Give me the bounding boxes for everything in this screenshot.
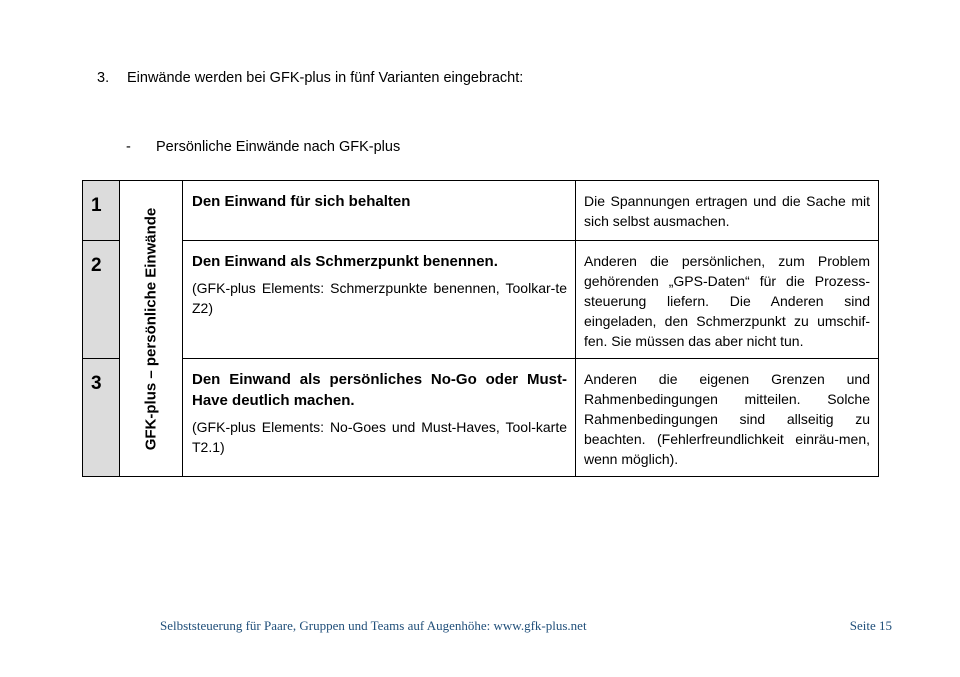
page-number: Seite 15 <box>849 618 892 633</box>
table-row <box>83 181 879 241</box>
row-number: 1 <box>83 181 120 241</box>
description-cell: Anderen die eigenen Grenzen und Rahmenbedingungen mitteilen. Solche Rahmenbedingungen sind allseitig zu beachten. (Fehlerfreundlichkeit einräu-men, wenn möglich). <box>576 359 879 477</box>
side-label-cell <box>120 181 183 477</box>
heading-text: Einwände werden bei GFK-plus in fünf Varianten eingebracht: <box>127 70 524 86</box>
description-cell: Die Spannungen ertragen und die Sache mit sich selbst ausmachen. <box>576 181 879 241</box>
list-heading <box>97 69 523 87</box>
table-row <box>83 359 879 477</box>
sub-list-item <box>126 138 400 156</box>
subitem-text: Persönliche Einwände nach GFK-plus <box>156 139 401 155</box>
objection-title: Den Einwand für sich behalten <box>192 193 411 210</box>
row-number: 2 <box>83 241 120 359</box>
footer-text: Selbststeuerung für Paare, Gruppen und Teams auf Augenhöhe: www.gfk-plus.net <box>160 618 587 633</box>
list-number: 3. <box>97 70 110 86</box>
list-dash: - <box>126 139 131 155</box>
side-label: GFK-plus – persönliche Einwände <box>142 207 160 450</box>
objection-title: Den Einwand als persönliches No-Go oder Must-Have deutlich machen. <box>192 371 567 409</box>
row-number: 3 <box>83 359 120 477</box>
objection-title: Den Einwand als Schmerzpunkt benennen. <box>192 253 498 270</box>
objection-cell <box>183 241 576 359</box>
description-cell: Anderen die persönlichen, zum Problem gehörenden „GPS-Daten“ für die Prozess-steuerung liefern. Die Anderen sind eingeladen, den Schmerzpunkt zu umschif-fen. Sie müssen das aber nicht tun. <box>576 241 879 359</box>
objections-table <box>82 180 879 477</box>
objection-note: (GFK-plus Elements: Schmerzpunkte benennen, Toolkar-te Z2) <box>192 280 567 316</box>
objection-note: (GFK-plus Elements: No-Goes und Must-Haves, Tool-karte T2.1) <box>192 419 567 455</box>
table-row <box>83 241 879 359</box>
objection-cell <box>183 181 576 241</box>
objection-cell <box>183 359 576 477</box>
